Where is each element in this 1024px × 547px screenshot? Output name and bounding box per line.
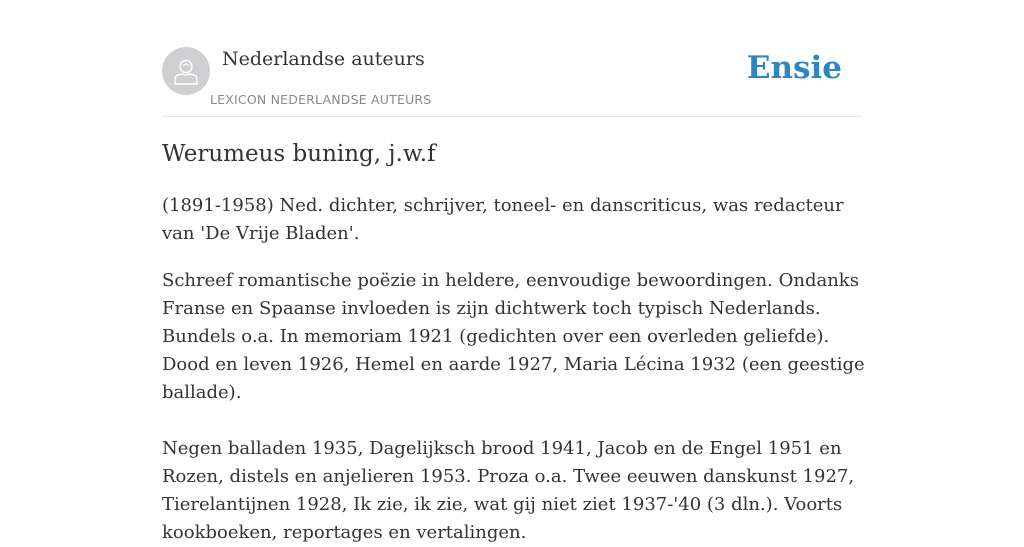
category-label[interactable]: LEXICON NEDERLANDSE AUTEURS (210, 92, 432, 107)
brand-logo[interactable]: Ensie (746, 50, 842, 86)
article-body (162, 192, 867, 547)
article-paragraph: Negen balladen 1935, Dagelijksch brood 1941, Jacob en de Engel 1951 en Rozen, distels en anjelieren 1953. Proza o.a. Twee eeuwen danskunst 1927, Tierelantijnen 1928, Ik zie, ik zie, wat gij niet ziet 1937-'40 (3 dln.). Voorts kookboeken, reportages en vertalingen. (162, 438, 855, 543)
author-name-link[interactable]: Nederlandse auteurs (222, 48, 425, 70)
avatar[interactable] (162, 47, 210, 95)
user-icon (171, 56, 201, 86)
header (162, 46, 862, 117)
article-paragraph: Schreef romantische poëzie in heldere, eenvoudige bewoordingen. Ondanks Franse en Spaanse invloeden is zijn dichtwerk toch typisch Nederlands. Bundels o.a. In memoriam 1921 (gedichten over een overleden geliefde). Dood en leven 1926, Hemel en aarde 1927, Maria Lécina 1932 (een geestige ballade). (162, 270, 865, 403)
article-paragraph-intro: (1891-1958) Ned. dichter, schrijver, toneel- en danscriticus, was redacteur van 'De Vrije Bladen'. (162, 195, 844, 244)
page-title: Werumeus buning, j.w.f (162, 141, 436, 167)
